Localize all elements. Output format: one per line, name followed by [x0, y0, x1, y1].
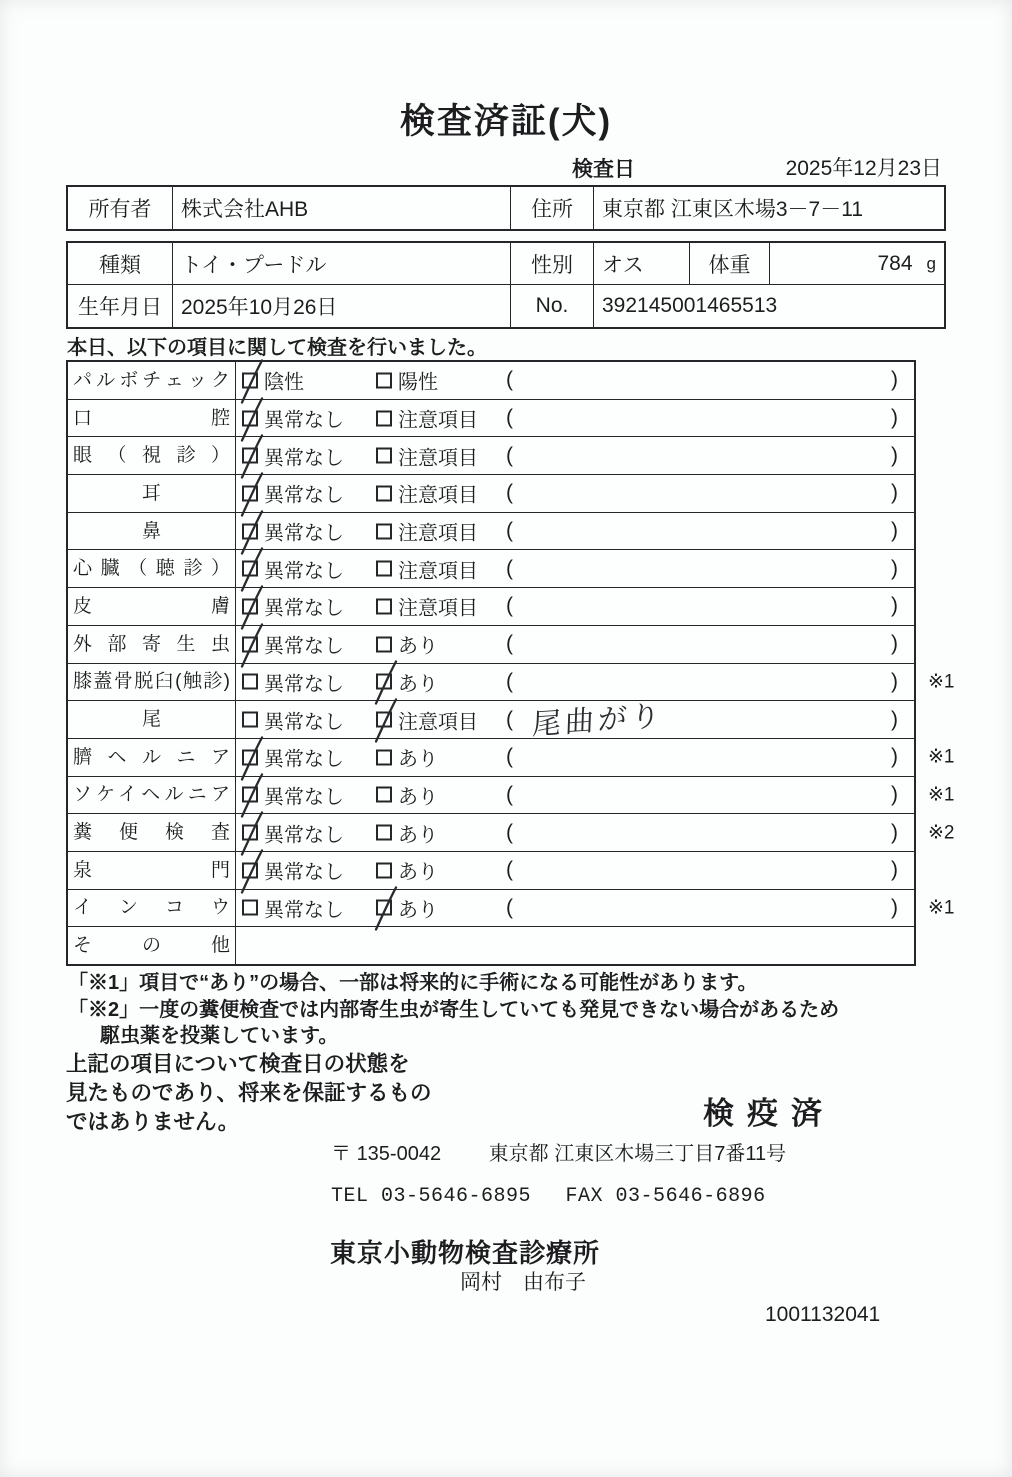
check-slash-icon [239, 622, 265, 668]
checklist-row-options [236, 739, 914, 776]
remark-marker: ※1 [928, 897, 955, 919]
checkbox-option-label: 異常なし [264, 786, 344, 809]
checkbox-option-label: 注意項目 [398, 409, 478, 432]
paren-open: ( [506, 406, 513, 430]
checkbox-option [376, 780, 438, 809]
checkbox-option-label: 注意項目 [398, 484, 478, 507]
checklist-row [68, 814, 955, 852]
checklist-row [68, 927, 914, 964]
paren-open: ( [506, 669, 513, 693]
checklist-item-label: 膝蓋骨脱臼(触診) [68, 664, 236, 701]
sex-value: オス [593, 243, 689, 284]
checklist-item-label: パルボチェック [68, 362, 236, 399]
weight-unit: g [926, 253, 936, 273]
checkbox-option [242, 404, 344, 433]
weight-value-cell [769, 243, 944, 284]
checkbox-option-label: あり [398, 786, 438, 809]
checkbox-option-label: あり [398, 824, 438, 847]
checkbox-option-label: 注意項目 [398, 711, 478, 734]
checkbox-option [376, 441, 478, 470]
checklist-item-label: 鼻 [68, 513, 236, 550]
checkbox-option-label: あり [398, 861, 438, 884]
checkbox-option [242, 856, 344, 885]
checkbox-option [376, 705, 478, 734]
paren-close: ) [891, 707, 898, 731]
checkbox-checked [242, 523, 258, 539]
checklist-row [68, 475, 914, 513]
checklist-item-label: 心臓（聴診） [68, 550, 236, 587]
checkbox-option-label: 陰性 [264, 371, 304, 394]
checkbox-unchecked [376, 636, 392, 652]
address-value: 東京都 江東区木場3－7－11 [593, 187, 944, 229]
checklist-item-label: 眼（視診） [68, 437, 236, 474]
paren-close: ) [891, 519, 898, 543]
checklist-row [68, 777, 955, 815]
checkbox-checked [242, 636, 258, 652]
checkbox-unchecked [242, 674, 258, 690]
checklist-row-options [236, 664, 914, 701]
checkbox-option-label: 注意項目 [398, 560, 478, 583]
checkbox-option [376, 592, 478, 621]
paren-close: ) [891, 556, 898, 580]
checkbox-option-label: あり [398, 635, 438, 658]
paren-open: ( [506, 556, 513, 580]
check-slash-icon [373, 698, 399, 744]
checklist-row-options [236, 588, 914, 625]
checkbox-option [376, 856, 438, 885]
weight-label: 体重 [689, 243, 769, 284]
checkbox-option-label: 異常なし [264, 484, 344, 507]
sex-label: 性別 [510, 243, 593, 284]
examiner-name: 岡村 由布子 [460, 1271, 586, 1294]
checkbox-option [242, 517, 344, 546]
checkbox-unchecked [242, 900, 258, 916]
checklist-row [68, 513, 914, 551]
checkbox-option [242, 366, 304, 395]
paren-close: ) [891, 406, 898, 430]
checkbox-option-label: 異常なし [264, 447, 344, 470]
paren-close: ) [891, 745, 898, 769]
checklist-item-label: 外部寄生虫 [68, 626, 236, 663]
breed-value: トイ・プードル [172, 243, 510, 284]
checkbox-option-label: 注意項目 [398, 597, 478, 620]
checklist-row-options [236, 475, 914, 512]
animal-table-row-1 [68, 243, 944, 285]
clinic-tel: TEL 03-5646-6895 [331, 1185, 532, 1208]
postal-mark: 〒 [331, 1143, 351, 1165]
number-label: No. [510, 285, 593, 327]
checkbox-unchecked [376, 485, 392, 501]
remark-marker: ※1 [928, 671, 955, 693]
checklist-row-options [236, 550, 914, 587]
animal-table-row-2 [68, 285, 944, 327]
checklist-item-label: 糞便検査 [68, 814, 236, 851]
checklist-row-options [236, 699, 914, 742]
clinic-name: 東京小動物検査診療所 [330, 1238, 601, 1268]
checkbox-option [242, 705, 344, 734]
checklist-row [68, 852, 914, 890]
paren-close: ) [891, 368, 898, 392]
checkbox-option [242, 592, 344, 621]
checkbox-checked [376, 712, 392, 728]
checkbox-unchecked [376, 787, 392, 803]
paren-open: ( [506, 745, 513, 769]
checkbox-unchecked [376, 372, 392, 388]
paren-open: ( [506, 820, 513, 844]
checklist-row-options [236, 890, 914, 927]
inspection-date-value: 2025年12月23日 [785, 157, 942, 180]
checkbox-checked [242, 410, 258, 426]
number-value: 392145001465513 [593, 285, 944, 327]
checklist-item-label: インコウ [68, 890, 236, 927]
paren-open: ( [506, 707, 513, 731]
checklist-row [68, 626, 914, 664]
checklist-row [68, 890, 955, 928]
checkbox-option-label: あり [398, 899, 438, 922]
footnote-2-line-2: 駆虫薬を投薬しています。 [100, 1025, 339, 1047]
checkbox-unchecked [376, 561, 392, 577]
checklist-row-options [236, 400, 914, 437]
checkbox-option [376, 743, 438, 772]
paren-close: ) [891, 443, 898, 467]
checkbox-checked [242, 485, 258, 501]
checkbox-option-label: 異常なし [264, 711, 344, 734]
check-slash-icon [373, 886, 399, 932]
checkbox-unchecked [376, 862, 392, 878]
footnote-1: 「※1」項目で“あり”の場合、一部は将来的に手術になる可能性があります。 [68, 972, 758, 994]
checkbox-checked [242, 825, 258, 841]
checklist-row [68, 550, 914, 588]
remark-marker: ※2 [928, 822, 955, 844]
checkbox-option-label: 異常なし [264, 560, 344, 583]
checkbox-checked [242, 787, 258, 803]
checkbox-option-label: 異常なし [264, 635, 344, 658]
checklist-row [68, 739, 955, 777]
checklist-row [68, 400, 914, 438]
remark-marker: ※1 [928, 746, 955, 768]
checklist-item-label: ソケイヘルニア [68, 777, 236, 814]
document-number: 1001132041 [765, 1303, 881, 1326]
checkbox-option [242, 780, 344, 809]
paren-open: ( [506, 481, 513, 505]
checkbox-unchecked [242, 712, 258, 728]
checkbox-option-label: 異常なし [264, 597, 344, 620]
intro-sentence: 本日、以下の項目に関して検査を行いました。 [67, 337, 487, 359]
disclaimer-line: 見たものであり、将来を保証するもの [66, 1081, 432, 1105]
checkbox-option [242, 441, 344, 470]
animal-table [66, 241, 946, 329]
paren-open: ( [506, 632, 513, 656]
checkbox-option-label: 異常なし [264, 409, 344, 432]
paren-close: ) [891, 632, 898, 656]
checkbox-option [376, 366, 438, 395]
checkbox-option [376, 667, 438, 696]
checklist-row [68, 699, 914, 742]
checkbox-checked [242, 372, 258, 388]
checklist-item-label: その他 [68, 927, 236, 964]
checklist-row [68, 437, 914, 475]
checkbox-option [242, 743, 344, 772]
disclaimer-paragraph [66, 1050, 432, 1137]
remark-marker: ※1 [928, 784, 955, 806]
checkbox-unchecked [376, 749, 392, 765]
clinic-fax: FAX 03-5646-6896 [565, 1185, 766, 1208]
paren-close: ) [891, 594, 898, 618]
owner-table [66, 185, 946, 231]
paren-open: ( [506, 443, 513, 467]
owner-table-row [68, 187, 944, 229]
checkbox-checked [242, 448, 258, 464]
checklist-row-options [236, 777, 914, 814]
checklist-row-options [236, 852, 914, 889]
checkbox-option-label: 注意項目 [398, 522, 478, 545]
paren-open: ( [506, 782, 513, 806]
checkbox-checked [242, 598, 258, 614]
paren-close: ) [891, 858, 898, 882]
postal-code: 135-0042 [356, 1143, 442, 1165]
checkbox-option [376, 479, 478, 508]
checkbox-option-label: 異常なし [264, 673, 344, 696]
checkbox-option-label: 異常なし [264, 748, 344, 771]
document-title: 検査済証(犬) [399, 102, 613, 141]
weight-value: 784 [877, 251, 913, 275]
footnote-2-line-1: 「※2」一度の糞便検査では内部寄生虫が寄生していても発見できない場合があるため [68, 999, 840, 1021]
paren-close: ) [891, 820, 898, 844]
checkbox-option [376, 404, 478, 433]
disclaimer-line: ではありません。 [66, 1110, 240, 1134]
checklist-row-options [236, 437, 914, 474]
checkbox-option [242, 479, 344, 508]
checkbox-option [242, 893, 344, 922]
checkbox-option [376, 893, 438, 922]
handwritten-note: 尾曲がり [531, 699, 665, 742]
checkbox-option-label: あり [398, 673, 438, 696]
checklist-row-options [236, 626, 914, 663]
checkbox-option [242, 818, 344, 847]
checklist-row [68, 664, 955, 702]
clinic-address: 東京都 江東区木場三丁目7番11号 [488, 1143, 787, 1165]
owner-label: 所有者 [88, 198, 152, 221]
birthdate-label: 生年月日 [78, 296, 162, 319]
checklist-row [68, 362, 914, 400]
checkbox-option-label: 異常なし [264, 824, 344, 847]
paren-open: ( [506, 368, 513, 392]
checklist-item-label: 皮膚 [68, 588, 236, 625]
birthdate-value: 2025年10月26日 [172, 285, 510, 327]
checkbox-option [242, 667, 344, 696]
inspection-date-label: 検査日 [572, 158, 635, 181]
disclaimer-line: 上記の項目について検査日の状態を [66, 1052, 410, 1076]
checkbox-option [376, 630, 438, 659]
quarantine-passed-stamp: 検疫済 [703, 1096, 835, 1131]
checkbox-checked [242, 561, 258, 577]
checkbox-unchecked [376, 448, 392, 464]
checkbox-checked [242, 749, 258, 765]
paren-open: ( [506, 594, 513, 618]
paren-open: ( [506, 858, 513, 882]
owner-value: 株式会社AHB [172, 187, 510, 229]
checklist-item-label: 尾 [68, 701, 236, 738]
checklist-row-options [236, 927, 914, 964]
checklist-item-label: 口腔 [68, 400, 236, 437]
checkbox-option [242, 554, 344, 583]
checklist-row-options [236, 362, 914, 399]
paren-open: ( [506, 519, 513, 543]
checklist-row-options [236, 814, 914, 851]
checkbox-option-label: 異常なし [264, 522, 344, 545]
checkbox-option [376, 818, 438, 847]
checklist-item-label: 耳 [68, 475, 236, 512]
checkbox-checked [376, 674, 392, 690]
checklist-table [66, 360, 955, 966]
checkbox-option [376, 517, 478, 546]
checkbox-option [376, 554, 478, 583]
checklist-item-label: 臍ヘルニア [68, 739, 236, 776]
breed-label: 種類 [99, 253, 141, 277]
checklist-item-label: 泉門 [68, 852, 236, 889]
paren-close: ) [891, 481, 898, 505]
paren-open: ( [506, 895, 513, 919]
paren-close: ) [891, 782, 898, 806]
checkbox-option [242, 630, 344, 659]
checkbox-unchecked [376, 523, 392, 539]
paren-close: ) [891, 895, 898, 919]
checkbox-unchecked [376, 825, 392, 841]
checkbox-option-label: 注意項目 [398, 447, 478, 470]
checklist-row [68, 588, 914, 626]
clinic-telfax-line [331, 1185, 766, 1208]
checkbox-checked [376, 900, 392, 916]
checkbox-option-label: 異常なし [264, 899, 344, 922]
checkbox-option-label: あり [398, 748, 438, 771]
paren-close: ) [891, 669, 898, 693]
check-slash-icon [239, 848, 265, 894]
address-label: 住所 [510, 187, 593, 229]
checkbox-unchecked [376, 598, 392, 614]
checkbox-option-label: 異常なし [264, 861, 344, 884]
checkbox-unchecked [376, 410, 392, 426]
checklist-row-options [236, 513, 914, 550]
clinic-postal-line [331, 1137, 786, 1166]
checkbox-option-label: 陽性 [398, 371, 438, 394]
checkbox-checked [242, 862, 258, 878]
